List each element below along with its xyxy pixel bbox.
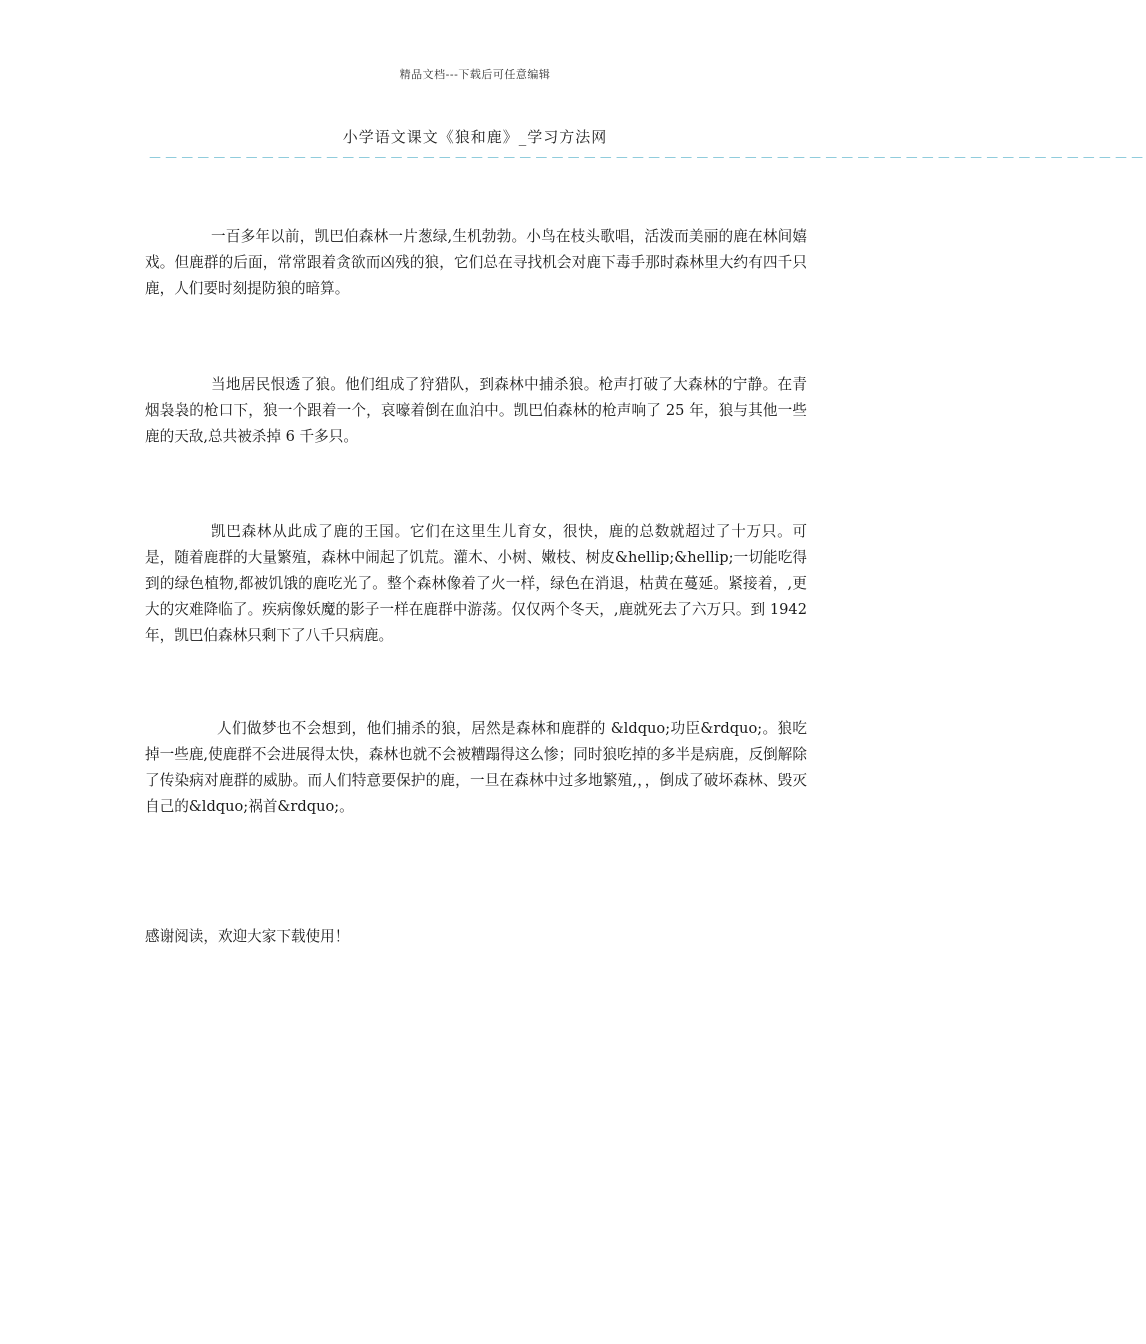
paragraph-1: 一百多年以前，凯巴伯森林一片葱绿,生机勃勃。小鸟在枝头歌唱，活泼而美丽的鹿在林间嬉戏。但鹿群的后面，常常跟着贪欲而凶残的狼，它们总在寻找机会对鹿下毒手那时森林里大约有四千只鹿，人们要时刻提防狼的暗算。 (145, 228, 807, 297)
paragraph-4: 人们做梦也不会想到，他们捕杀的狼，居然是森林和鹿群的 &ldquo;功臣&rdquo;。狼吃掉一些鹿,使鹿群不会进展得太快，森林也就不会被糟蹋得这么惨；同时狼吃掉的多半是病鹿，反倒解除了传染病对鹿群的威胁。而人们特意要保护的鹿，一旦在森林中过多地繁殖,，，倒成了破坏森林、毁灭自己的&ldquo;祸首&rdquo;。 (145, 720, 807, 815)
closing-note: 感谢阅读，欢迎大家下载使用！ (145, 928, 350, 945)
page-header-note: 精品文档---下载后可任意编辑 (399, 68, 551, 81)
paragraph-2: 当地居民恨透了狼。他们组成了狩猎队，到森林中捕杀狼。枪声打破了大森林的宁静。在青烟袅袅的枪口下，狼一个跟着一个，哀嚎着倒在血泊中。凯巴伯森林的枪声响了 25 年，狼与其他一些鹿的天敌,总共被杀掉 6 千多只。 (145, 376, 807, 445)
paragraph-3: 凯巴森林从此成了鹿的王国。它们在这里生儿育女，很快，鹿的总数就超过了十万只。可是，随着鹿群的大量繁殖，森林中闹起了饥荒。灌木、小树、嫩枝、树皮&hellip;&hellip;一切能吃得到的绿色植物,都被饥饿的鹿吃光了。整个森林像着了火一样，绿色在消退，枯黄在蔓延。紧接着，,更大的灾难降临了。疾病像妖魔的影子一样在鹿群中游荡。仅仅两个冬天，,鹿就死去了六万只。到 1942 年，凯巴伯森林只剩下了八千只病鹿。 (145, 523, 807, 644)
document-title: 小学语文课文《狼和鹿》_学习方法网 (342, 128, 608, 146)
title-divider: －－－－－－－－－－－－－－－－－－－－－－－－－－－－－－－－－－－－－－－－－－－－－－－－－－－－－－－－－－－－－－ (148, 151, 1146, 167)
